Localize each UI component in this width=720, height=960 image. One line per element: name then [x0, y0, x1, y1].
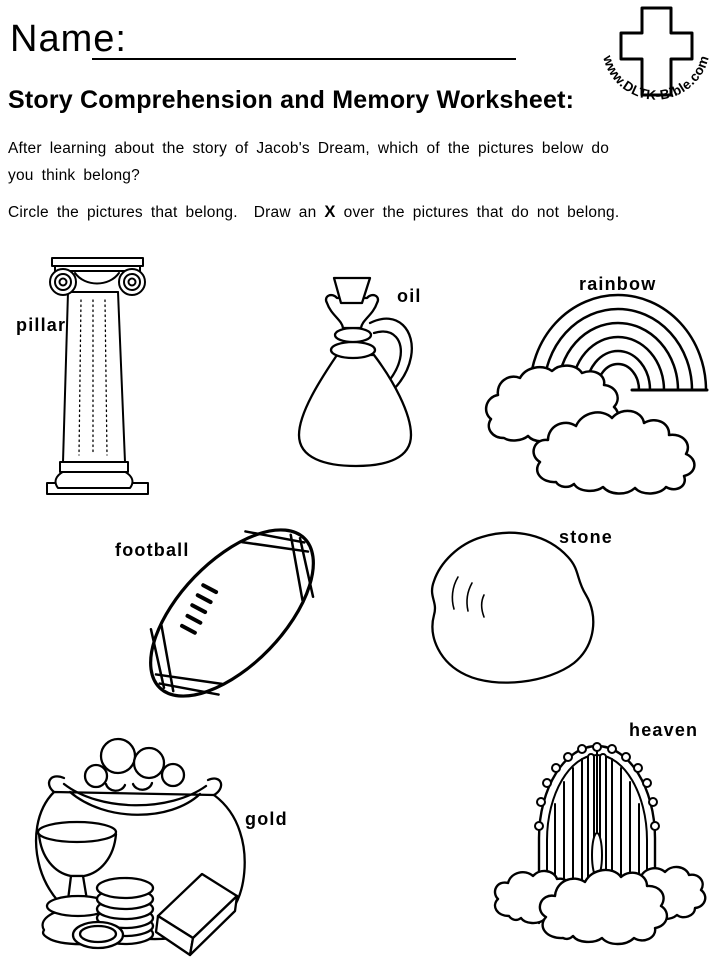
pillar-drawing: [40, 252, 160, 498]
gold-nuggets: [85, 739, 184, 791]
instructions-line-3: [8, 203, 619, 222]
label-heaven: heaven: [629, 720, 699, 740]
label-rainbow: rainbow: [579, 274, 657, 294]
rainbow-drawing: [480, 290, 715, 500]
label-gold: gold: [245, 809, 288, 829]
label-football: football: [115, 540, 190, 560]
instructions-line-2: you think belong?: [8, 167, 140, 184]
instructions-seg2: over the pictures that do not belong.: [335, 204, 620, 221]
label-pillar: pillar: [16, 315, 67, 335]
label-oil: oil: [397, 286, 422, 306]
name-input-line[interactable]: [92, 24, 516, 60]
page-title: Story Comprehension and Memory Worksheet:: [8, 86, 575, 114]
logo: [593, 2, 718, 124]
logo-text: www.DLTK-Bible.com: [600, 53, 712, 103]
instructions-seg1: Circle the pictures that belong. Draw an: [8, 204, 325, 221]
heaven-gates-drawing: [485, 738, 710, 960]
single-coin: [73, 922, 123, 948]
instructions-bold-x: X: [324, 203, 336, 221]
gold-drawing: [30, 738, 275, 960]
label-stone: stone: [559, 527, 614, 547]
oil-jug-drawing: [290, 265, 455, 470]
football-drawing: [140, 525, 345, 710]
instructions-line-1: After learning about the story of Jacob's Dream, which of the pictures below do: [8, 140, 610, 157]
name-label: Name:: [10, 18, 127, 60]
stone-drawing: [420, 525, 605, 697]
